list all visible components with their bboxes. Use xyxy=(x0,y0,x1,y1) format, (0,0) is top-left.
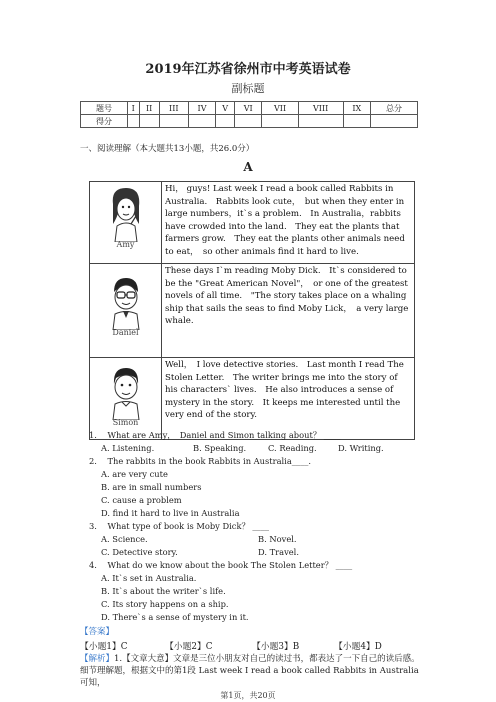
passage-text: These days I`m reading Moby Dick. It`s considered to be the "Great American Novel"， or one of the greatest novels of all time. "The story takes place on a whaling ship that sails the seas to find Moby Lick， a very large whale. xyxy=(162,264,415,358)
passage-row-simon xyxy=(90,358,415,440)
boy-glasses-icon xyxy=(103,272,149,330)
question-2 xyxy=(89,456,419,468)
score-cell: VIII xyxy=(298,102,343,115)
score-cell: VI xyxy=(234,102,261,115)
score-cell: VII xyxy=(262,102,298,115)
score-blank-cell xyxy=(298,115,343,128)
amy-avatar xyxy=(90,184,161,249)
passage-text: Hi， guys! Last week I read a book called Rabbits in Australia. Rabbits look cute， but when they enter in large numbers，it`s a problem. In Australia，rabbits have crowded into the land. They eat the plants that farmers grow. They eat the plants other animals need to eat， so other animals find it hard to live. xyxy=(162,182,415,264)
option-1d[interactable]: D. Writing. xyxy=(338,443,384,453)
explanation-tag: 【解析】 xyxy=(80,654,115,664)
daniel-avatar xyxy=(90,272,161,337)
score-cell: II xyxy=(139,102,159,115)
score-cell: III xyxy=(159,102,188,115)
score-cell: 总分 xyxy=(370,102,417,115)
score-cell: IV xyxy=(188,102,215,115)
score-cell: I xyxy=(128,102,140,115)
answer-item: 【小题1】C xyxy=(80,642,128,652)
avatar-name: Daniel xyxy=(112,328,139,337)
score-blank-cell xyxy=(139,115,159,128)
score-table-header-row xyxy=(81,102,418,115)
option-1c[interactable]: C. Reading. xyxy=(268,443,317,453)
score-blank-cell xyxy=(188,115,215,128)
passage-text: Well， I love detective stories. Last month I read The Stolen Letter. The writer brings me into the story of his characters` lives. He also introduces a sense of mystery in the story. It keeps me interested until the very end of the story. xyxy=(162,358,415,440)
question-stem: What do we know about the book The Stolen Letter？ ____ xyxy=(107,560,353,570)
question-stem: The rabbits in the book Rabbits in Australia____. xyxy=(107,456,312,466)
score-label-cell: 得分 xyxy=(81,115,128,128)
boy-icon xyxy=(103,362,149,420)
page-footer: 第1页，共20页 xyxy=(220,691,276,700)
question-1 xyxy=(89,430,419,442)
question-number: 4. xyxy=(89,560,97,570)
avatar-cell xyxy=(90,264,162,358)
answer-heading: 【答案】 xyxy=(80,627,115,637)
question-number: 3. xyxy=(89,521,97,531)
answer-item: 【小题3】B xyxy=(252,642,300,652)
option-4d[interactable]: D. There`s a sense of mystery in it. xyxy=(101,612,249,622)
girl-icon xyxy=(103,184,149,242)
option-1b[interactable]: B. Speaking. xyxy=(193,443,247,453)
option-4c[interactable]: C. Its story happens on a ship. xyxy=(101,599,229,609)
page-title: 2019年江苏省徐州市中考英语试卷 xyxy=(145,62,351,77)
answer-item: 【小题4】D xyxy=(334,642,382,652)
passage-letter: A xyxy=(243,160,253,174)
avatar-cell xyxy=(90,358,162,440)
answer-item: 【小题2】C xyxy=(165,642,213,652)
question-stem: What are Amy， Daniel and Simon talking about？ ____ xyxy=(107,430,341,440)
avatar-name: Amy xyxy=(116,240,135,249)
explanation-line-1: 1.【文章大意】文章是三位小朋友对自己的读过书，都表达了一下自己的读后感。 xyxy=(114,654,420,664)
option-2c[interactable]: C. cause a problem xyxy=(101,495,182,505)
question-4 xyxy=(89,560,419,572)
option-2a[interactable]: A. are very cute xyxy=(101,469,168,479)
avatar-name: Simon xyxy=(112,418,139,427)
option-2d[interactable]: D. find it hard to live in Australia xyxy=(101,508,240,518)
score-cell: 题号 xyxy=(81,102,128,115)
option-2b[interactable]: B. are in small numbers xyxy=(101,482,202,492)
question-stem: What type of book is Moby Dick？ ____ xyxy=(107,521,270,531)
score-blank-cell xyxy=(159,115,188,128)
score-cell: V xyxy=(216,102,235,115)
score-blank-cell xyxy=(343,115,370,128)
score-cell: IX xyxy=(343,102,370,115)
passage-row-amy xyxy=(90,182,415,264)
score-blank-cell xyxy=(216,115,235,128)
option-1a[interactable]: A. Listening. xyxy=(101,443,155,453)
question-3 xyxy=(89,521,419,533)
avatar-cell xyxy=(90,182,162,264)
question-number: 2. xyxy=(89,456,97,466)
score-blank-cell xyxy=(262,115,298,128)
passage-row-daniel xyxy=(90,264,415,358)
passage-table xyxy=(89,181,415,440)
option-4b[interactable]: B. It`s about the writer`s life. xyxy=(101,586,226,596)
option-3a[interactable]: A. Science. xyxy=(101,534,148,544)
simon-avatar xyxy=(90,362,161,427)
score-blank-cell xyxy=(234,115,261,128)
option-4a[interactable]: A. It`s set in Australia. xyxy=(101,573,197,583)
score-table xyxy=(80,101,418,128)
score-table-score-row xyxy=(81,115,418,128)
score-blank-cell xyxy=(370,115,417,128)
option-3b[interactable]: B. Novel. xyxy=(258,534,297,544)
question-number: 1. xyxy=(89,430,97,440)
explanation-line-2: 细节理解题，根据文中的第1段 Last week I read a book called Rabbits in Australia 可知， xyxy=(80,666,419,688)
section-heading: 一、阅读理解（本大题共13小题，共26.0分） xyxy=(80,144,255,154)
score-blank-cell xyxy=(128,115,140,128)
option-3d[interactable]: D. Travel. xyxy=(258,547,299,557)
explanation xyxy=(80,653,420,689)
option-3c[interactable]: C. Detective story. xyxy=(101,547,178,557)
page-subtitle: 副标题 xyxy=(231,82,265,95)
